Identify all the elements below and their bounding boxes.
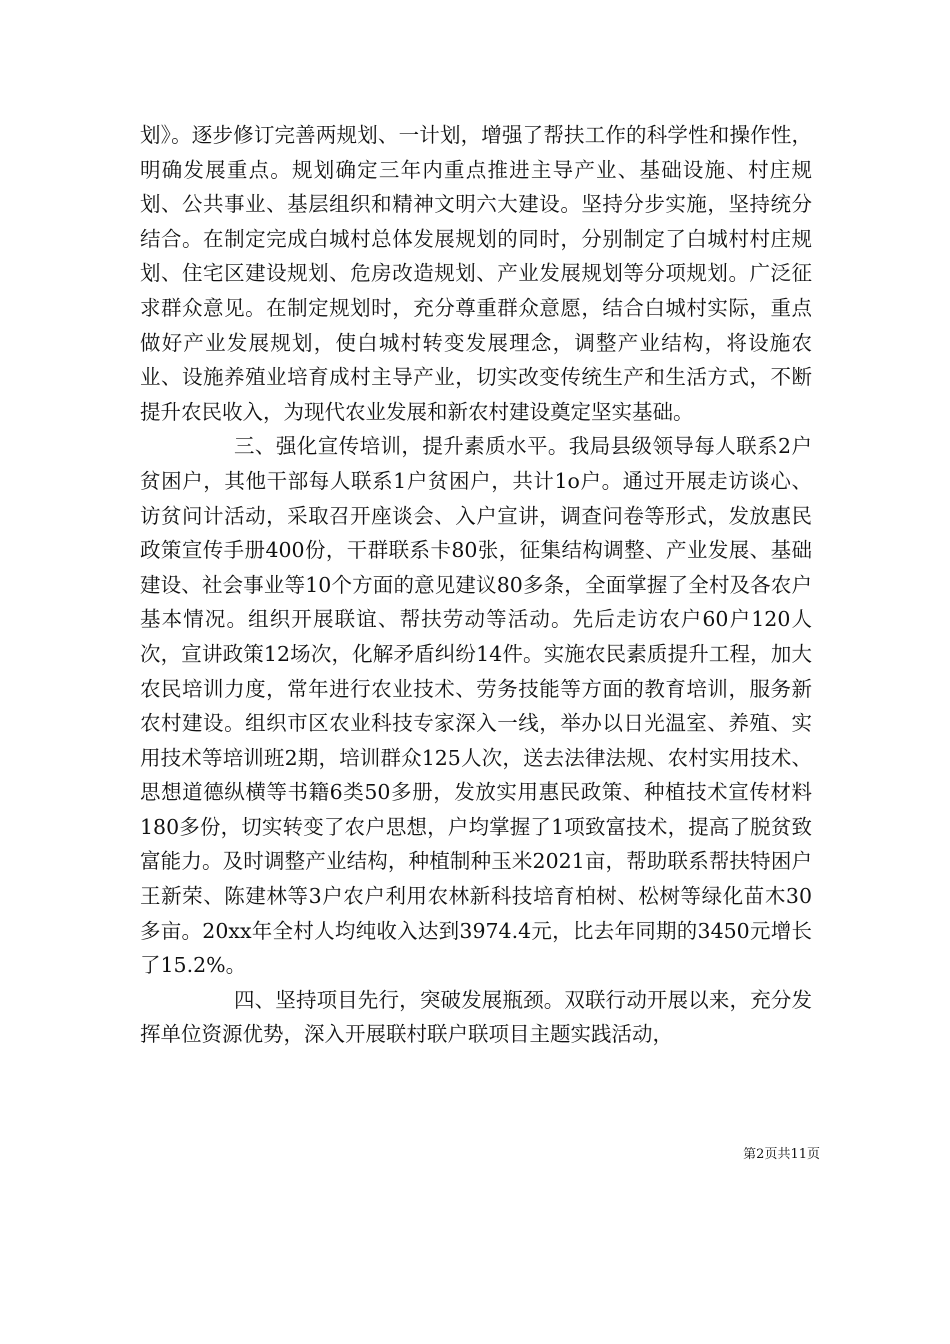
paragraph-planning: 划》。逐步修订完善两规划、一计划，增强了帮扶工作的科学性和操作性，明确发展重点。规划确定三年内重点推进主导产业、基础设施、村庄规划、公共事业、基层组织和精神文明六大建设。坚持分步实施，坚持统分结合。在制定完成白城村总体发展规划的同时，分别制定了白城村村庄规划、住宅区建设规划、危房改造规划、产业发展规划等分项规划。广泛征求群众意见。在制定规划时，充分尊重群众意愿，结合白城村实际，重点做好产业发展规划，使白城村转变发展理念，调整产业结构，将设施农业、设施养殖业培育成村主导产业，切实改变传统生产和生活方式，不断提升农民收入，为现代农业发展和新农村建设奠定坚实基础。	[140, 123, 812, 424]
paragraph-section-four: 四、坚持项目先行，突破发展瓶颈。双联行动开展以来，充分发挥单位资源优势，深入开展联村联户联项目主题实践活动，	[140, 987, 812, 1047]
page-number-footer: 第2页共11页	[743, 1147, 820, 1162]
paragraph-section-three: 三、强化宣传培训，提升素质水平。我局县级领导每人联系2户贫困户，其他干部每人联系1户贫困户，共计1o户。通过开展走访谈心、访贫问计活动，采取召开座谈会、入户宣讲，调查问卷等形式，发放惠民政策宣传手册400份，干群联系卡80张，征集结构调整、产业发展、基础建设、社会事业等10个方面的意见建议80多条，全面掌握了全村及各农户基本情况。组织开展联谊、帮扶劳动等活动。先后走访农户60户120人次，宣讲政策12场次，化解矛盾纠纷14件。实施农民素质提升工程，加大农民培训力度，常年进行农业技术、劳务技能等方面的教育培训，服务新农村建设。组织市区农业科技专家深入一线，举办以日光温室、养殖、实用技术等培训班2期，培训群众125人次，送去法律法规、农村实用技术、思想道德纵横等书籍6类50多册，发放实用惠民政策、种植技术宣传材料180多份，切实转变了农户思想，户均掌握了1项致富技术，提高了脱贫致富能力。及时调整产业结构，种植制种玉米2021亩，帮助联系帮扶特困户王新荣、陈建林等3户农户利用农林新科技培育柏树、松树等绿化苗木30多亩。20xx年全村人均纯收入达到3974.4元，比去年同期的3450元增长了15.2%。	[140, 434, 812, 978]
document-body	[140, 118, 812, 1052]
